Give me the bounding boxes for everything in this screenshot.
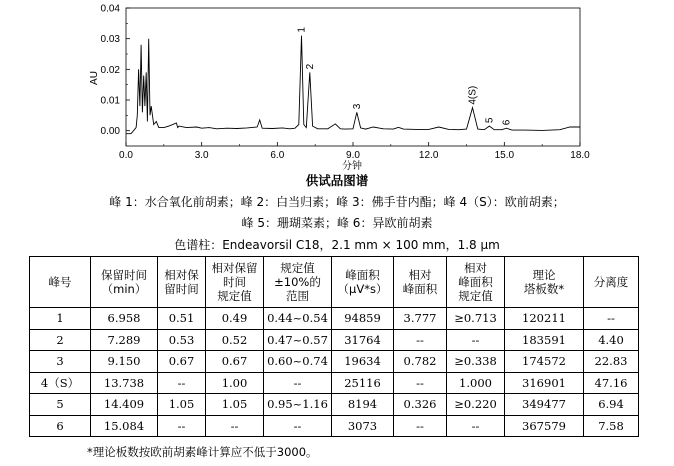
- table-row: [30, 308, 639, 330]
- y-tick-label: 0.01: [100, 95, 120, 107]
- table-cell: 14.409: [91, 394, 158, 416]
- table-cell: 367579: [505, 415, 584, 437]
- table-cell: 0.782: [394, 351, 447, 373]
- table-cell: 94859: [332, 308, 394, 330]
- table-cell: 0.51: [158, 308, 206, 330]
- x-tick-label: 18.0: [570, 150, 590, 161]
- table-cell: 13.738: [91, 372, 158, 394]
- table-header-cell: 理论 塔板数*: [505, 257, 584, 308]
- table-cell: 3: [30, 351, 91, 373]
- table-cell: 1.05: [158, 394, 206, 416]
- x-tick-label: 12.0: [418, 150, 439, 161]
- table-cell: 0.49: [206, 308, 264, 330]
- y-tick-label: 0.04: [100, 3, 120, 15]
- table-cell: 7.289: [91, 329, 158, 351]
- table-row: [30, 394, 639, 416]
- table-cell: 47.16: [584, 372, 639, 394]
- table-cell: 5: [30, 394, 91, 416]
- table-cell: 174572: [505, 351, 584, 373]
- y-axis-label: AU: [89, 71, 100, 85]
- peak-labels: [296, 27, 512, 126]
- table-cell: ≥0.338: [447, 351, 505, 373]
- table-header-cell: 相对 峰面积 规定值: [447, 257, 505, 308]
- peak-label: 5: [484, 117, 496, 124]
- x-tick-label: 6.0: [270, 150, 285, 161]
- table-cell: --: [447, 415, 505, 437]
- x-axis-label: 分钟: [342, 161, 362, 170]
- table-header-cell: 分离度: [584, 257, 639, 308]
- table-cell: 4（S）: [30, 372, 91, 394]
- x-tick-label: 9.0: [346, 150, 360, 161]
- table-cell: 25116: [332, 372, 394, 394]
- table-cell: --: [584, 308, 639, 330]
- table-cell: 1.05: [206, 394, 264, 416]
- table-cell: 183591: [505, 329, 584, 351]
- table-cell: 7.58: [584, 415, 639, 437]
- x-tick-label: 15.0: [494, 150, 515, 161]
- peak-label: 4(S): [467, 85, 479, 105]
- table-cell: 2: [30, 329, 91, 351]
- table-cell: --: [158, 415, 206, 437]
- table-cell: --: [394, 372, 447, 394]
- table-cell: 0.44~0.54: [264, 308, 332, 330]
- table-cell: 349477: [505, 394, 584, 416]
- table-cell: ≥0.220: [447, 394, 505, 416]
- table-cell: --: [394, 415, 447, 437]
- table-cell: 0.53: [158, 329, 206, 351]
- table-cell: 316901: [505, 372, 584, 394]
- table-cell: 0.95~1.16: [264, 394, 332, 416]
- x-tick-label: 0.0: [119, 150, 133, 161]
- chromatogram-chart: [0, 0, 674, 170]
- table-body: [30, 308, 639, 437]
- y-tick-label: 0.02: [100, 64, 120, 76]
- table-cell: 1: [30, 308, 91, 330]
- table-header-cell: 保留时间 （min）: [91, 257, 158, 308]
- table-cell: 0.67: [206, 351, 264, 373]
- peak-names-line-2: 峰 5：珊瑚菜素；峰 6：异欧前胡素: [241, 216, 433, 230]
- column-info: 色谱柱：Endeavorsil C18，2.1 mm × 100 mm，1.8 μm: [174, 238, 500, 252]
- table-header-cell: 峰面积 （μV*s）: [332, 257, 394, 308]
- table-cell: --: [394, 329, 447, 351]
- table-cell: 6.958: [91, 308, 158, 330]
- table-cell: 1.00: [206, 372, 264, 394]
- peak-label: 6: [501, 119, 513, 126]
- table-cell: --: [264, 372, 332, 394]
- chart-series: [126, 36, 580, 134]
- y-tick-label: 0.03: [100, 34, 120, 46]
- table-header-row: [30, 257, 639, 308]
- table-cell: --: [158, 372, 206, 394]
- chromatogram-trace: [126, 36, 580, 134]
- table-cell: 3073: [332, 415, 394, 437]
- table-cell: 22.83: [584, 351, 639, 373]
- table-row: [30, 415, 639, 437]
- table-cell: 19634: [332, 351, 394, 373]
- table-cell: --: [206, 415, 264, 437]
- table-header-cell: 相对 峰面积: [394, 257, 447, 308]
- table-header-cell: 峰号: [30, 257, 91, 308]
- table-row: [30, 351, 639, 373]
- table-cell: 9.150: [91, 351, 158, 373]
- table-cell: 120211: [505, 308, 584, 330]
- peak-names-line-1: 峰 1：水合氧化前胡素；峰 2：白当归素；峰 3：佛手苷内酯；峰 4（S）：欧前胡素；: [109, 195, 565, 209]
- system-suitability-table: [29, 256, 639, 437]
- table-cell: 31764: [332, 329, 394, 351]
- table-cell: 4.40: [584, 329, 639, 351]
- table-cell: ≥0.713: [447, 308, 505, 330]
- table-cell: 15.084: [91, 415, 158, 437]
- table-cell: --: [447, 329, 505, 351]
- table-row: [30, 372, 639, 394]
- table-cell: 6: [30, 415, 91, 437]
- figure-title: 供试品图谱: [305, 173, 369, 188]
- peak-label: 2: [304, 63, 316, 70]
- table-cell: 0.326: [394, 394, 447, 416]
- table-cell: 3.777: [394, 308, 447, 330]
- y-tick-label: 0.00: [100, 126, 120, 138]
- table-cell: 8194: [332, 394, 394, 416]
- x-tick-label: 3.0: [194, 150, 209, 161]
- table-cell: 0.67: [158, 351, 206, 373]
- table-cell: 6.94: [584, 394, 639, 416]
- table-header-cell: 相对保留 时间 规定值: [206, 257, 264, 308]
- peak-label: 1: [296, 27, 308, 33]
- table-cell: 0.52: [206, 329, 264, 351]
- table-cell: 0.47~0.57: [264, 329, 332, 351]
- table-cell: 1.000: [447, 372, 505, 394]
- chart-ticks: [101, 0, 591, 161]
- table-header-cell: 规定值 ±10%的 范围: [264, 257, 332, 308]
- table-row: [30, 329, 639, 351]
- table-cell: --: [264, 415, 332, 437]
- table-footnote: *理论板数按欧前胡素峰计算应不低于3000。: [87, 445, 318, 459]
- table-cell: 0.60~0.74: [264, 351, 332, 373]
- table-header-cell: 相对保 留时间: [158, 257, 206, 308]
- peak-label: 3: [351, 103, 363, 110]
